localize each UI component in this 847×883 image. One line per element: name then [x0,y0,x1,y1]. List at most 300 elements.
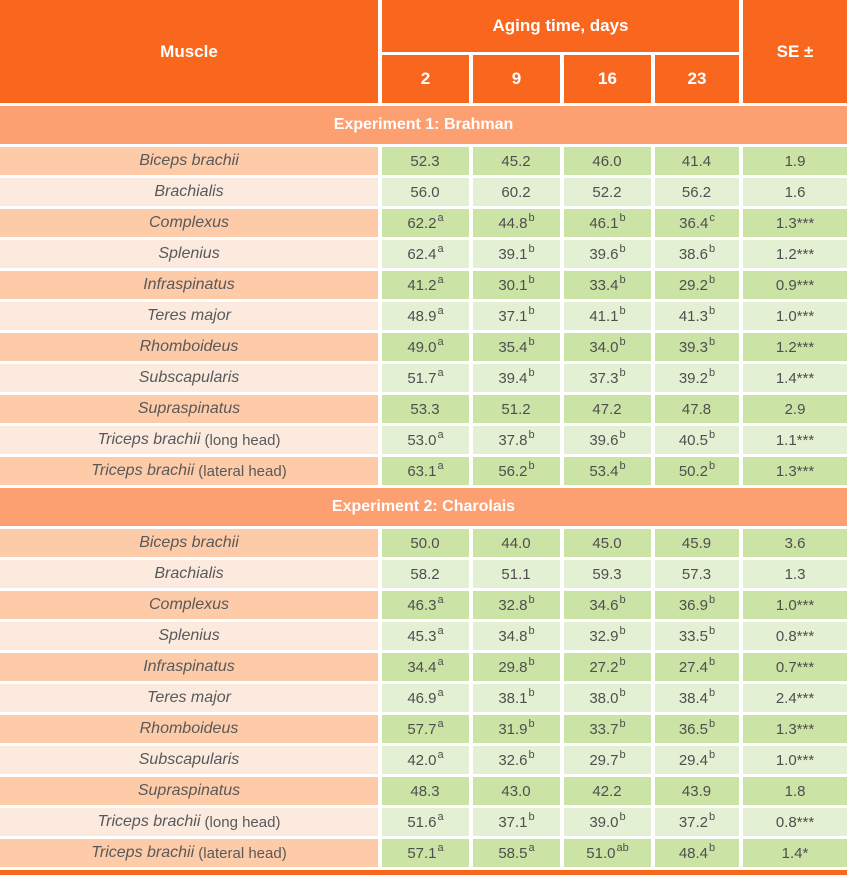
value-cell [655,808,739,836]
se-text: 1.4*** [775,369,815,387]
value-cell [382,209,469,237]
value-superscript: b [619,335,626,348]
se-cell [743,271,847,299]
value-text: 45.3 [407,627,437,645]
value-superscript: b [528,748,535,761]
value-text: 30.1 [498,276,528,294]
value-superscript: b [528,242,535,255]
muscle-name: Triceps brachii [97,431,201,448]
se-cell [743,395,847,423]
value-cell [655,746,739,774]
value-superscript: a [437,335,444,348]
value-superscript: b [528,211,535,224]
value-superscript: b [528,686,535,699]
se-cell [743,591,847,619]
se-text: 1.0*** [775,307,815,325]
value-text: 36.9 [678,596,709,614]
value-superscript: a [437,686,444,699]
value-text: 47.8 [681,400,712,418]
value-superscript: b [619,624,626,637]
value-cell [564,333,651,361]
value-cell [473,240,560,268]
se-cell [743,777,847,805]
muscle-cell [0,457,378,485]
value-text: 52.2 [592,183,622,201]
value-cell [564,653,651,681]
se-text: 2.4*** [775,689,815,707]
muscle-name: Rhomboideus [139,720,239,737]
se-cell [743,529,847,557]
muscle-cell [0,560,378,588]
value-cell [473,147,560,175]
se-text: 3.6 [784,534,806,552]
se-cell [743,426,847,454]
value-text: 45.2 [501,152,531,170]
value-cell [564,147,651,175]
se-text: 2.9 [784,400,806,418]
value-text: 50.2 [678,462,709,480]
value-cell [382,457,469,485]
value-superscript: b [709,810,716,823]
value-cell [473,302,560,330]
value-text: 58.5 [498,844,528,862]
muscle-cell [0,715,378,743]
column-header-day-2: 2 [382,55,469,103]
value-cell [382,839,469,867]
value-text: 46.1 [589,214,619,232]
se-text: 0.9*** [775,276,815,294]
value-text: 42.2 [592,782,622,800]
column-header-se: SE ± [743,0,847,103]
muscle-suffix: (lateral head) [194,844,287,862]
value-text: 51.7 [407,369,437,387]
value-superscript: a [437,717,444,730]
value-cell [473,684,560,712]
value-cell [655,302,739,330]
value-superscript: b [528,273,535,286]
value-text: 27.4 [678,658,709,676]
muscle-cell [0,426,378,454]
se-text: 1.1*** [775,431,815,449]
section-band [0,106,847,144]
value-cell [382,529,469,557]
se-cell [743,715,847,743]
value-superscript: b [709,841,716,854]
value-superscript: ab [616,841,629,854]
value-cell [655,147,739,175]
value-cell [382,333,469,361]
value-cell [655,240,739,268]
value-superscript: b [709,655,716,668]
muscle-cell [0,839,378,867]
value-cell [473,529,560,557]
muscle-name: Brachialis [154,183,224,200]
se-cell [743,560,847,588]
value-cell [382,178,469,206]
value-superscript: b [619,459,626,472]
se-text: 1.9 [784,152,806,170]
se-text: 1.3*** [775,462,815,480]
value-superscript: b [619,304,626,317]
value-cell [564,529,651,557]
value-cell [382,591,469,619]
value-superscript: b [709,717,716,730]
value-text: 39.2 [678,369,709,387]
value-cell [382,147,469,175]
value-superscript: b [709,304,716,317]
muscle-cell [0,653,378,681]
value-text: 57.3 [681,565,712,583]
value-cell [382,777,469,805]
se-cell [743,684,847,712]
muscle-name: Teres major [147,689,231,706]
value-superscript: a [437,242,444,255]
value-superscript: b [709,748,716,761]
value-superscript: b [619,686,626,699]
value-cell [382,240,469,268]
value-text: 41.2 [407,276,437,294]
se-cell [743,302,847,330]
value-text: 51.6 [407,813,437,831]
section-title: Experiment 2: Charolais [331,498,516,515]
value-text: 27.2 [589,658,619,676]
value-cell [655,777,739,805]
value-cell [382,715,469,743]
value-text: 60.2 [501,183,531,201]
value-text: 56.2 [498,462,528,480]
value-text: 33.5 [678,627,709,645]
se-cell [743,209,847,237]
value-text: 32.9 [589,627,619,645]
value-text: 41.4 [681,152,712,170]
value-text: 37.3 [589,369,619,387]
value-cell [382,746,469,774]
value-text: 41.1 [589,307,619,325]
muscle-name: Triceps brachii [91,462,195,479]
column-header-day-16: 16 [564,55,651,103]
value-cell [655,457,739,485]
value-text: 53.4 [589,462,619,480]
column-header-day-9: 9 [473,55,560,103]
value-superscript: b [528,810,535,823]
value-superscript: b [528,655,535,668]
muscle-cell [0,684,378,712]
value-cell [473,746,560,774]
value-cell [564,426,651,454]
value-text: 48.9 [407,307,437,325]
value-text: 38.0 [589,689,619,707]
se-text: 1.2*** [775,338,815,356]
value-text: 38.4 [678,689,709,707]
value-cell [655,591,739,619]
value-superscript: a [437,593,444,606]
value-cell [473,426,560,454]
value-text: 34.8 [498,627,528,645]
value-superscript: b [528,593,535,606]
value-text: 51.0 [586,844,616,862]
muscle-cell [0,395,378,423]
value-cell [382,653,469,681]
value-text: 52.3 [410,152,440,170]
value-superscript: a [437,366,444,379]
value-text: 29.2 [678,276,709,294]
value-text: 41.3 [678,307,709,325]
value-text: 51.1 [501,565,531,583]
value-text: 39.1 [498,245,528,263]
value-cell [382,271,469,299]
value-cell [473,777,560,805]
muscle-cell [0,240,378,268]
value-superscript: a [437,459,444,472]
muscle-name: Teres major [147,307,231,324]
muscle-cell [0,622,378,650]
value-text: 56.2 [681,183,712,201]
value-cell [655,529,739,557]
se-cell [743,839,847,867]
se-cell [743,808,847,836]
value-superscript: b [619,717,626,730]
value-cell [473,333,560,361]
value-text: 47.2 [592,400,622,418]
value-cell [473,653,560,681]
value-superscript: b [619,242,626,255]
muscle-cell [0,178,378,206]
value-cell [564,395,651,423]
value-cell [382,622,469,650]
value-superscript: c [709,211,715,224]
value-cell [655,364,739,392]
muscle-cell [0,777,378,805]
muscle-name: Splenius [158,627,220,644]
value-cell [473,715,560,743]
value-text: 48.3 [410,782,440,800]
value-text: 46.3 [407,596,437,614]
se-text: 0.8*** [775,627,815,645]
se-text: 1.0*** [775,596,815,614]
value-superscript: a [528,841,535,854]
value-text: 34.0 [589,338,619,356]
value-cell [564,302,651,330]
value-superscript: b [709,242,716,255]
value-cell [564,178,651,206]
value-text: 44.8 [498,214,528,232]
muscle-name: Complexus [148,596,230,613]
value-text: 38.6 [678,245,709,263]
value-text: 38.1 [498,689,528,707]
value-text: 50.0 [410,534,440,552]
value-superscript: b [619,366,626,379]
value-cell [473,271,560,299]
value-cell [655,715,739,743]
value-cell [564,240,651,268]
value-superscript: b [619,211,626,224]
value-text: 34.6 [589,596,619,614]
value-cell [564,622,651,650]
value-cell [473,395,560,423]
value-text: 45.9 [681,534,712,552]
muscle-name: Biceps brachii [139,534,239,551]
muscle-cell [0,529,378,557]
muscle-name: Subscapularis [138,369,240,386]
value-superscript: b [709,593,716,606]
value-text: 43.0 [501,782,531,800]
value-text: 29.7 [589,751,619,769]
se-text: 0.7*** [775,658,815,676]
value-superscript: b [709,273,716,286]
value-text: 37.1 [498,813,528,831]
muscle-cell [0,302,378,330]
value-text: 40.5 [678,431,709,449]
value-text: 42.0 [407,751,437,769]
value-cell [655,622,739,650]
value-text: 37.1 [498,307,528,325]
value-text: 39.0 [589,813,619,831]
value-text: 39.6 [589,245,619,263]
value-cell [655,426,739,454]
value-cell [473,209,560,237]
value-text: 33.7 [589,720,619,738]
value-text: 62.2 [407,214,437,232]
value-superscript: b [709,624,716,637]
value-text: 31.9 [498,720,528,738]
value-text: 34.4 [407,658,437,676]
value-superscript: b [619,810,626,823]
se-text: 1.3 [784,565,806,583]
value-superscript: b [709,428,716,441]
value-text: 35.4 [498,338,528,356]
value-cell [655,333,739,361]
muscle-cell [0,364,378,392]
value-superscript: b [528,717,535,730]
value-text: 36.4 [679,214,709,232]
value-cell [382,560,469,588]
value-cell [473,560,560,588]
value-superscript: b [619,428,626,441]
value-cell [564,715,651,743]
value-cell [382,426,469,454]
muscle-cell [0,591,378,619]
value-text: 59.3 [592,565,622,583]
value-text: 32.8 [498,596,528,614]
muscle-suffix: (lateral head) [194,462,287,480]
value-cell [655,271,739,299]
muscle-name: Splenius [158,245,220,262]
muscle-cell [0,808,378,836]
se-cell [743,240,847,268]
value-text: 53.3 [410,400,440,418]
value-cell [564,746,651,774]
value-cell [564,364,651,392]
muscle-name: Supraspinatus [137,782,241,799]
se-text: 1.8 [784,782,806,800]
value-cell [564,209,651,237]
value-cell [564,839,651,867]
se-cell [743,622,847,650]
value-superscript: b [528,335,535,348]
value-cell [473,591,560,619]
muscle-name: Triceps brachii [91,844,195,861]
value-text: 39.4 [498,369,528,387]
value-cell [564,271,651,299]
se-text: 1.3*** [775,720,815,738]
value-cell [382,364,469,392]
value-text: 29.8 [498,658,528,676]
se-cell [743,147,847,175]
value-text: 43.9 [681,782,712,800]
muscle-name: Brachialis [154,565,224,582]
value-cell [655,178,739,206]
value-text: 57.7 [407,720,437,738]
value-superscript: a [437,428,444,441]
se-text: 1.6 [784,183,806,201]
value-cell [473,839,560,867]
muscle-name: Subscapularis [138,751,240,768]
se-cell [743,653,847,681]
value-cell [564,684,651,712]
se-text: 1.2*** [775,245,815,263]
value-superscript: b [709,686,716,699]
section-title: Experiment 1: Brahman [333,116,514,133]
muscle-name: Supraspinatus [137,400,241,417]
value-text: 39.3 [678,338,709,356]
value-cell [382,808,469,836]
value-cell [655,839,739,867]
value-cell [655,209,739,237]
value-text: 53.0 [407,431,437,449]
value-superscript: b [528,624,535,637]
value-cell [473,364,560,392]
value-cell [473,178,560,206]
value-cell [564,560,651,588]
se-cell [743,457,847,485]
value-cell [473,457,560,485]
value-superscript: a [437,655,444,668]
value-superscript: b [619,748,626,761]
value-cell [382,684,469,712]
value-cell [564,457,651,485]
value-text: 62.4 [407,245,437,263]
muscle-name: Rhomboideus [139,338,239,355]
value-cell [473,622,560,650]
column-header-muscle: Muscle [0,0,378,103]
muscle-cell [0,147,378,175]
value-cell [564,808,651,836]
muscle-name: Triceps brachii [97,813,201,830]
muscle-suffix: (long head) [200,431,281,449]
se-text: 1.4* [781,844,809,862]
value-text: 36.5 [678,720,709,738]
value-text: 37.8 [498,431,528,449]
value-superscript: b [619,593,626,606]
section-band [0,488,847,526]
value-cell [564,777,651,805]
value-text: 56.0 [410,183,440,201]
value-superscript: b [619,655,626,668]
value-text: 45.0 [592,534,622,552]
value-cell [382,302,469,330]
value-text: 48.4 [678,844,709,862]
value-superscript: a [437,211,444,224]
value-superscript: b [709,335,716,348]
muscle-suffix: (long head) [200,813,281,831]
value-cell [655,560,739,588]
column-header-day-23: 23 [655,55,739,103]
value-superscript: b [528,459,535,472]
value-cell [473,808,560,836]
value-superscript: a [437,304,444,317]
muscle-name: Complexus [148,214,230,231]
value-text: 39.6 [589,431,619,449]
